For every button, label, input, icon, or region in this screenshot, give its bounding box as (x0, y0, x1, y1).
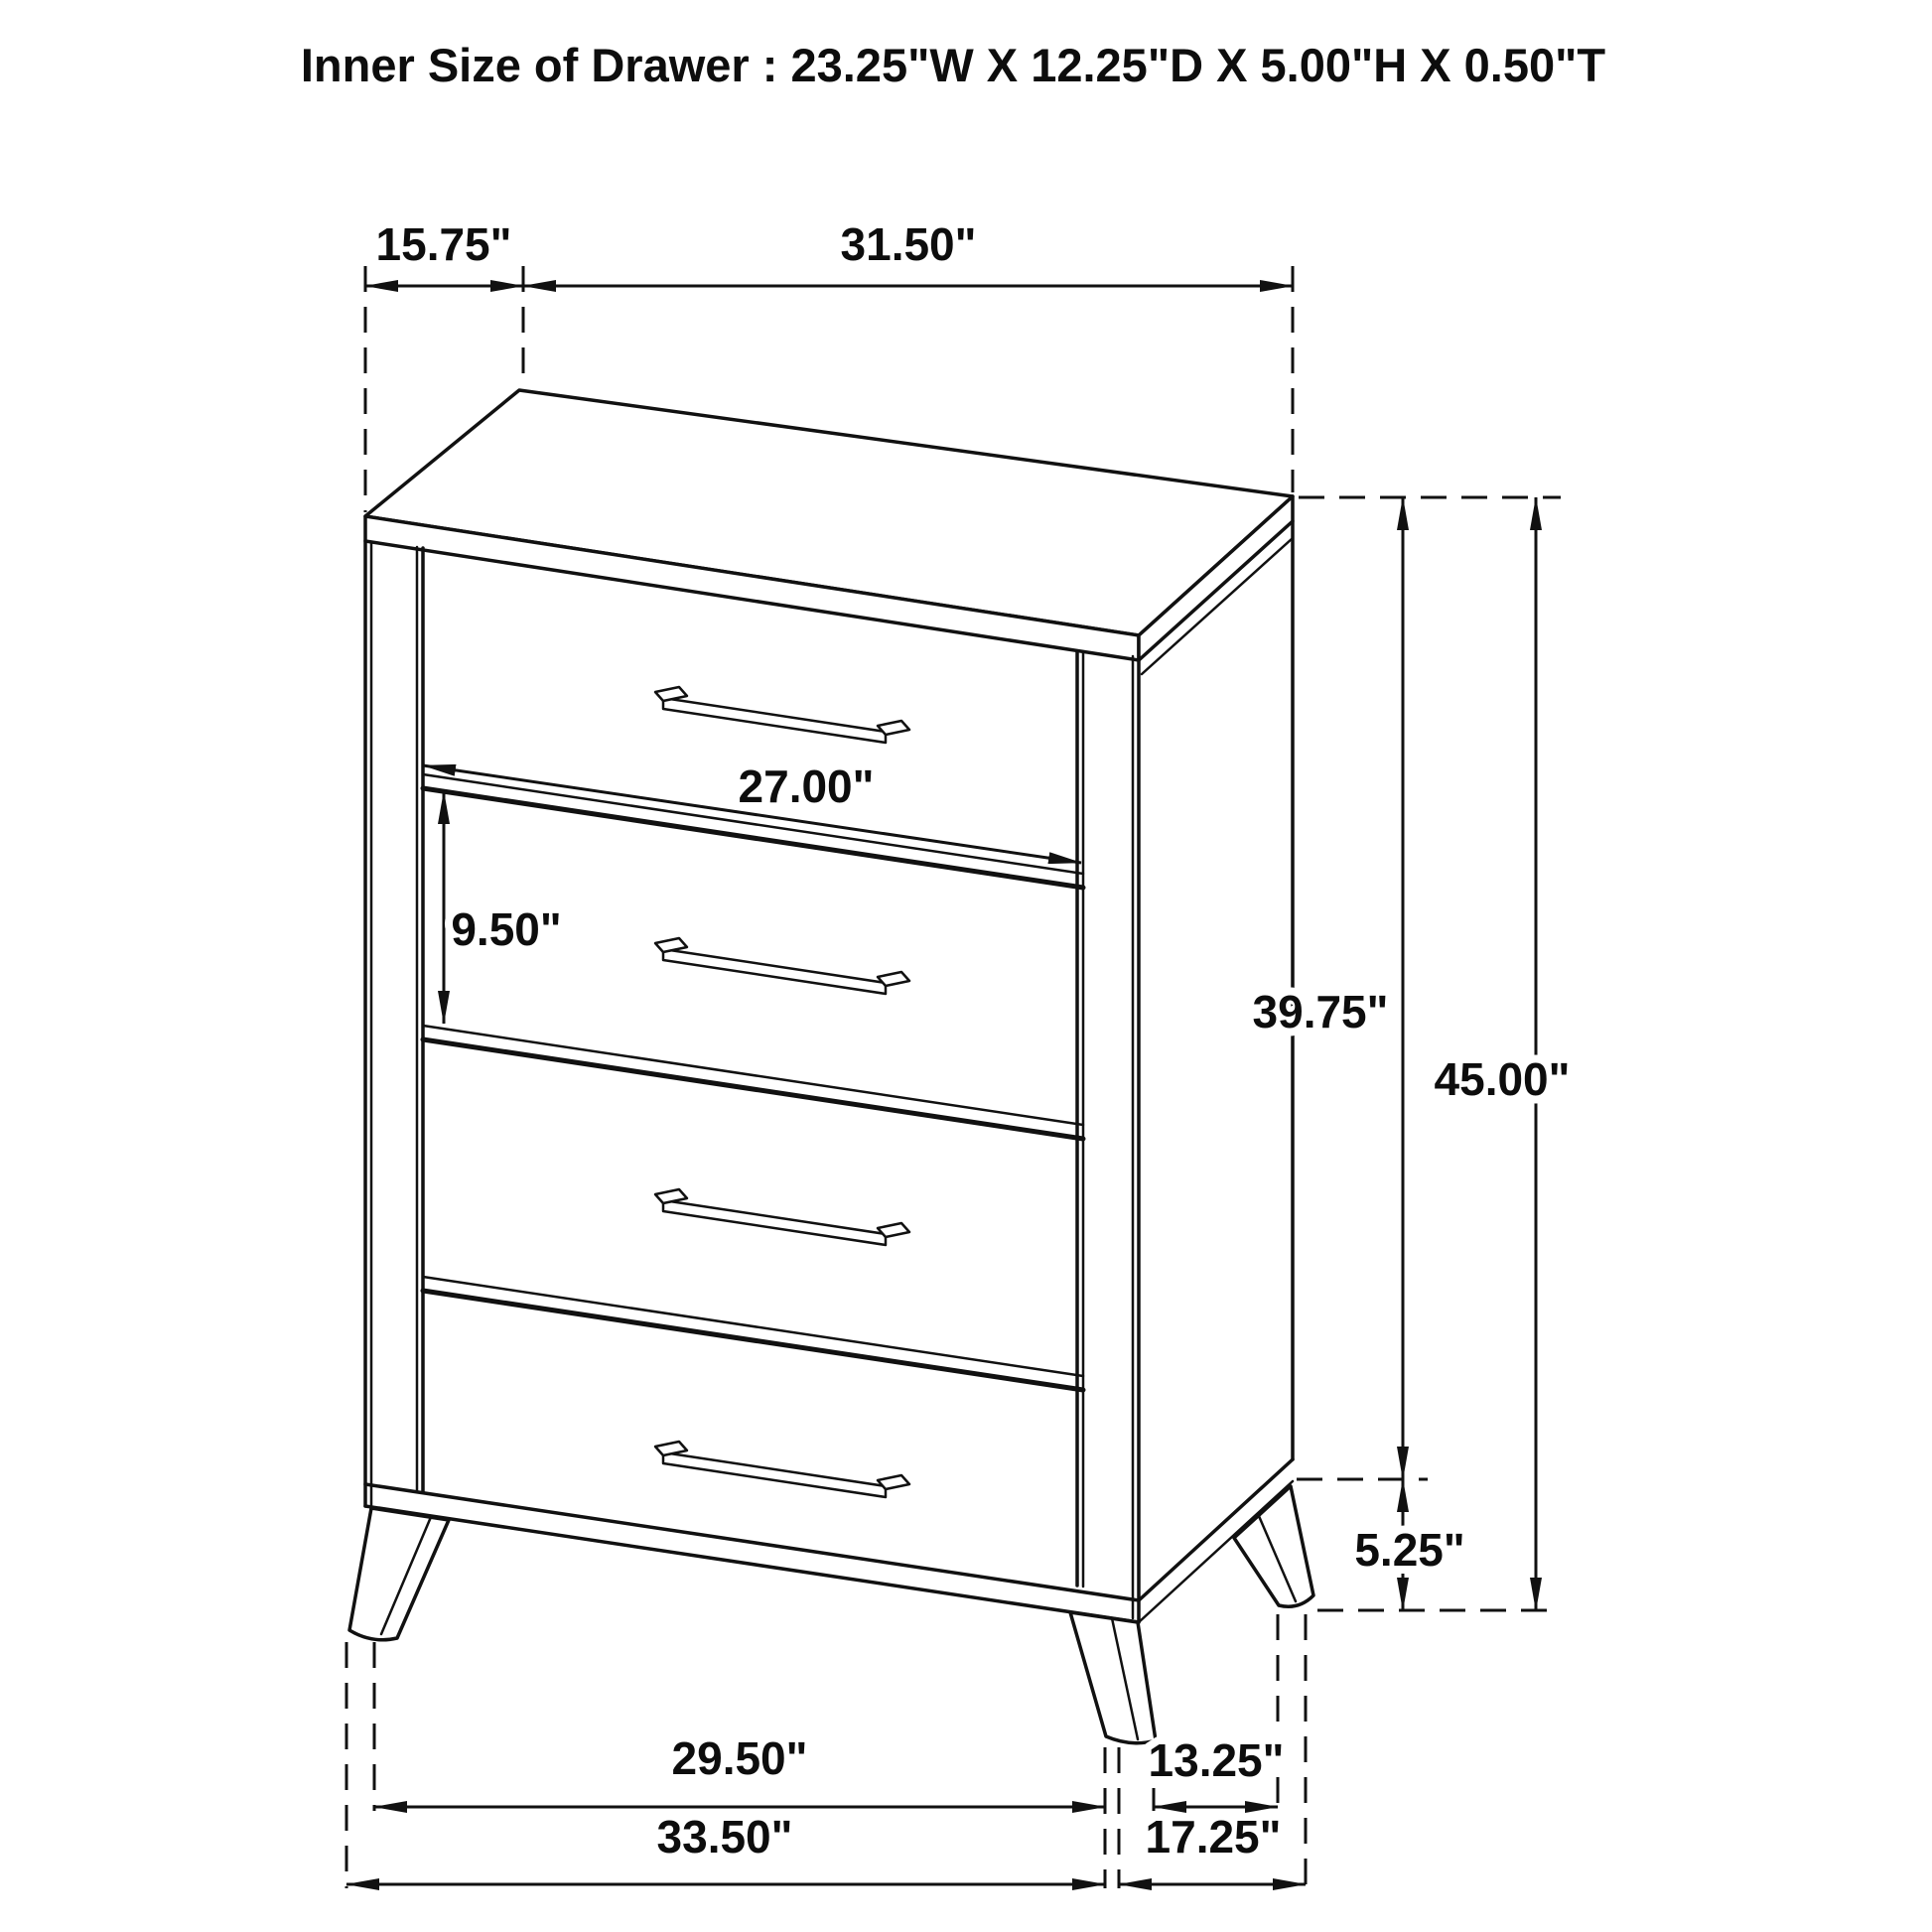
dim-top-depth (365, 218, 523, 286)
dim-side-leg-spread-label: 13.25" (1148, 1734, 1285, 1786)
dim-leg-height-label: 5.25" (1354, 1524, 1465, 1576)
dim-overall-height-label: 45.00" (1434, 1053, 1571, 1105)
dim-base-width-label: 33.50" (656, 1811, 793, 1863)
dim-base-width (346, 1811, 1105, 1884)
dim-base-depth (1119, 1811, 1306, 1884)
drawer-handle-2 (655, 938, 909, 994)
dim-case-height-label: 39.75" (1252, 986, 1389, 1037)
chest-line-art (349, 390, 1313, 1743)
dim-front-leg-spread (374, 1732, 1105, 1807)
leg-front-left (349, 1508, 449, 1640)
dim-drawer-face-height-label: 9.50" (451, 903, 562, 955)
dim-drawer-face-height (444, 791, 562, 1024)
dim-top-depth-label: 15.75" (375, 218, 512, 270)
dim-drawer-inner-width-label: 27.00" (738, 760, 875, 812)
dim-side-leg-spread (1149, 1734, 1285, 1807)
drawer-divider-3 (423, 1277, 1083, 1376)
drawer-dividers (423, 774, 1083, 1390)
dim-leg-height (1354, 1479, 1464, 1610)
drawer-divider-2 (423, 1026, 1083, 1125)
dim-drawer-inner-width (423, 760, 1081, 863)
dim-top-width-label: 31.50" (840, 218, 977, 270)
dim-case-height (1253, 497, 1403, 1479)
drawer-handle-3 (655, 1189, 909, 1245)
dim-top-width (523, 218, 1293, 286)
drawer-handle-4 (655, 1442, 909, 1497)
case-frame (365, 521, 1293, 1622)
diagram-title: Inner Size of Drawer : 23.25"W X 12.25"D X 5.00"H X 0.50"T (300, 39, 1606, 91)
drawer-handle-1 (655, 687, 909, 743)
dim-base-depth-label: 17.25" (1145, 1811, 1282, 1863)
chest-top-panel (365, 390, 1293, 660)
dim-overall-height (1435, 497, 1571, 1610)
leg-front-right (1070, 1612, 1156, 1743)
dim-front-leg-spread-label: 29.50" (671, 1732, 808, 1784)
